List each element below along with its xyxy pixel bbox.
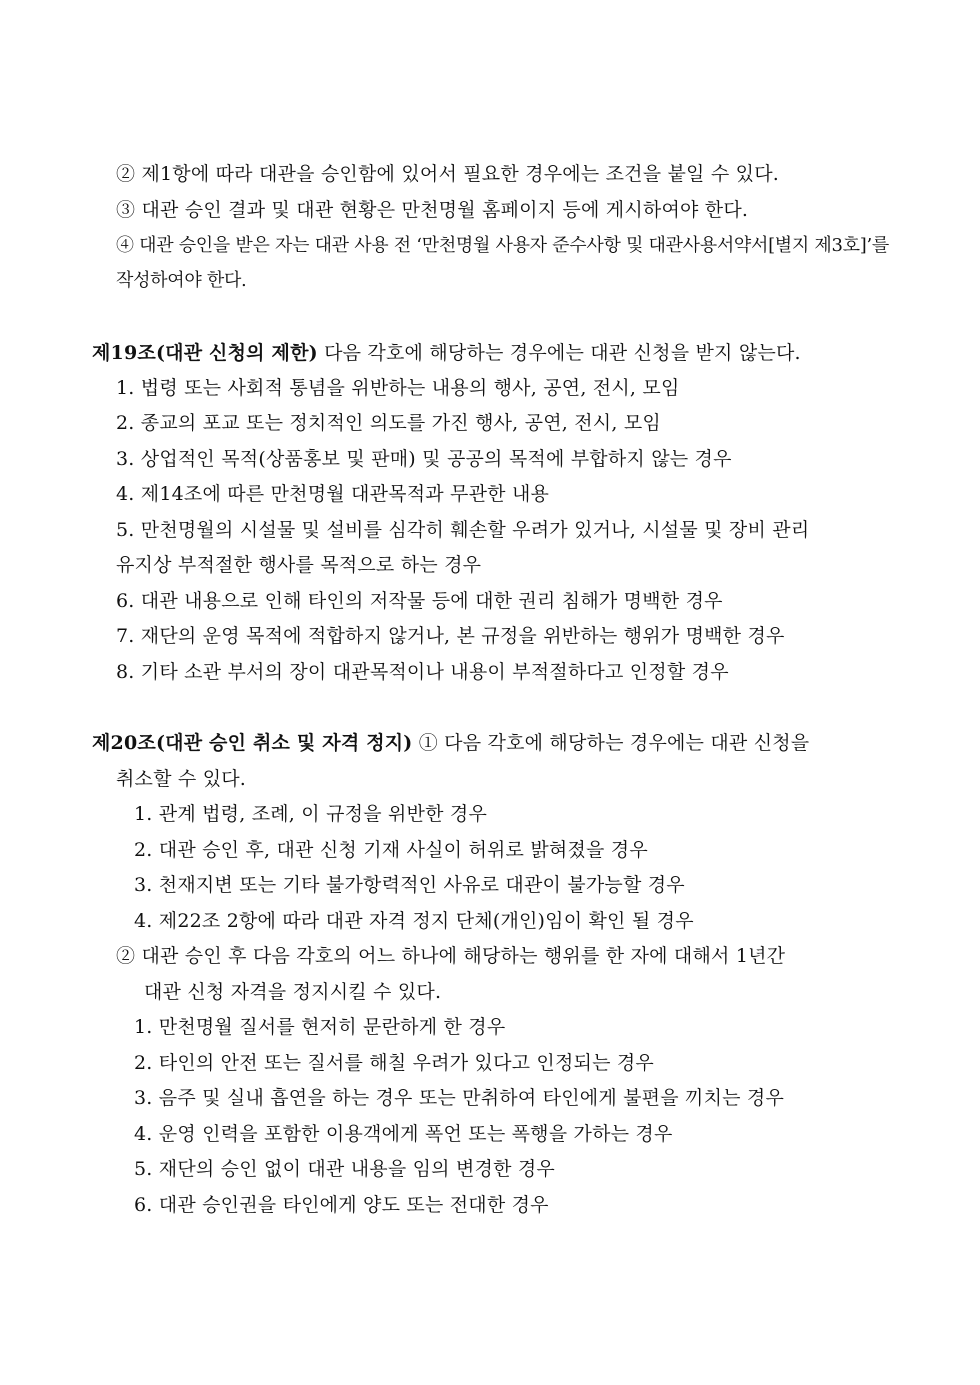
article20-suspension-item: 2. 타인의 안전 또는 질서를 해칠 우려가 있다고 인정되는 경우	[134, 1052, 654, 1074]
article20-clause2-line2: 대관 신청 자격을 정지시킬 수 있다.	[144, 981, 442, 1003]
article20-item: 1. 관계 법령, 조례, 이 규정을 위반한 경우	[134, 803, 487, 825]
article20-item: 3. 천재지변 또는 기타 불가항력적인 사유로 대관이 불가능할 경우	[134, 874, 685, 896]
article20-clause2-line1: ② 대관 승인 후 다음 각호의 어느 하나에 해당하는 행위를 한 자에 대해서 1년간	[116, 945, 786, 967]
article19-item-continuation: 유지상 부적절한 행사를 목적으로 하는 경우	[116, 554, 482, 576]
article20-intro-line2: 취소할 수 있다.	[116, 768, 247, 790]
article19-item: 5. 만천명월의 시설물 및 설비를 심각히 훼손할 우려가 있거나, 시설물 및 장비 관리	[116, 519, 810, 541]
article19-item: 3. 상업적인 목적(상품홍보 및 판매) 및 공공의 목적에 부합하지 않는 경우	[116, 448, 732, 470]
article19-item: 8. 기타 소관 부서의 장이 대관목적이나 내용이 부적절하다고 인정할 경우	[116, 661, 729, 683]
article20-intro: ① 다음 각호에 해당하는 경우에는 대관 신청을	[412, 732, 810, 754]
article20-suspension-item: 5. 재단의 승인 없이 대관 내용을 임의 변경한 경우	[134, 1158, 555, 1180]
article20-suspension-item: 4. 운영 인력을 포함한 이용객에게 폭언 또는 폭행을 가하는 경우	[134, 1123, 673, 1145]
article19-intro: 다음 각호에 해당하는 경우에는 대관 신청을 받지 않는다.	[317, 342, 801, 364]
article19-item: 4. 제14조에 따른 만천명월 대관목적과 무관한 내용	[116, 483, 550, 505]
article20-suspension-item: 6. 대관 승인권을 타인에게 양도 또는 전대한 경우	[134, 1194, 549, 1216]
article20-suspension-item: 1. 만천명월 질서를 현저히 문란하게 한 경우	[134, 1016, 506, 1038]
article18-clause2: ② 제1항에 따라 대관을 승인함에 있어서 필요한 경우에는 조건을 붙일 수 있다.	[116, 163, 779, 185]
article19-item: 1. 법령 또는 사회적 통념을 위반하는 내용의 행사, 공연, 전시, 모임	[116, 377, 680, 399]
article18-clause4-line2: 작성하여야 한다.	[116, 270, 247, 291]
article20-suspension-item: 3. 음주 및 실내 흡연을 하는 경우 또는 만취하여 타인에게 불편을 끼치는 경우	[134, 1087, 785, 1109]
article19-item: 6. 대관 내용으로 인해 타인의 저작물 등에 대한 권리 침해가 명백한 경우	[116, 590, 723, 612]
article19-heading: 제19조(대관 신청의 제한)	[92, 342, 318, 364]
article20-item: 4. 제22조 2항에 따라 대관 자격 정지 단체(개인)임이 확인 될 경우	[134, 910, 694, 932]
article20-title-line	[92, 731, 809, 755]
article20-item: 2. 대관 승인 후, 대관 신청 기재 사실이 허위로 밝혀졌을 경우	[134, 839, 648, 861]
article19-item: 2. 종교의 포교 또는 정치적인 의도를 가진 행사, 공연, 전시, 모임	[116, 412, 661, 434]
article19-item: 7. 재단의 운영 목적에 적합하지 않거나, 본 규정을 위반하는 행위가 명백한 경우	[116, 625, 785, 647]
article19-title-line	[92, 341, 801, 365]
article18-clause3: ③ 대관 승인 결과 및 대관 현황은 만천명월 홈페이지 등에 게시하여야 한다.	[116, 199, 749, 221]
article20-heading: 제20조(대관 승인 취소 및 자격 정지)	[92, 732, 413, 754]
article18-clause4-line1: ④ 대관 승인을 받은 자는 대관 사용 전 ‘만천명월 사용자 준수사항 및 대관사용서약서[별지 제3호]’를	[116, 235, 889, 256]
